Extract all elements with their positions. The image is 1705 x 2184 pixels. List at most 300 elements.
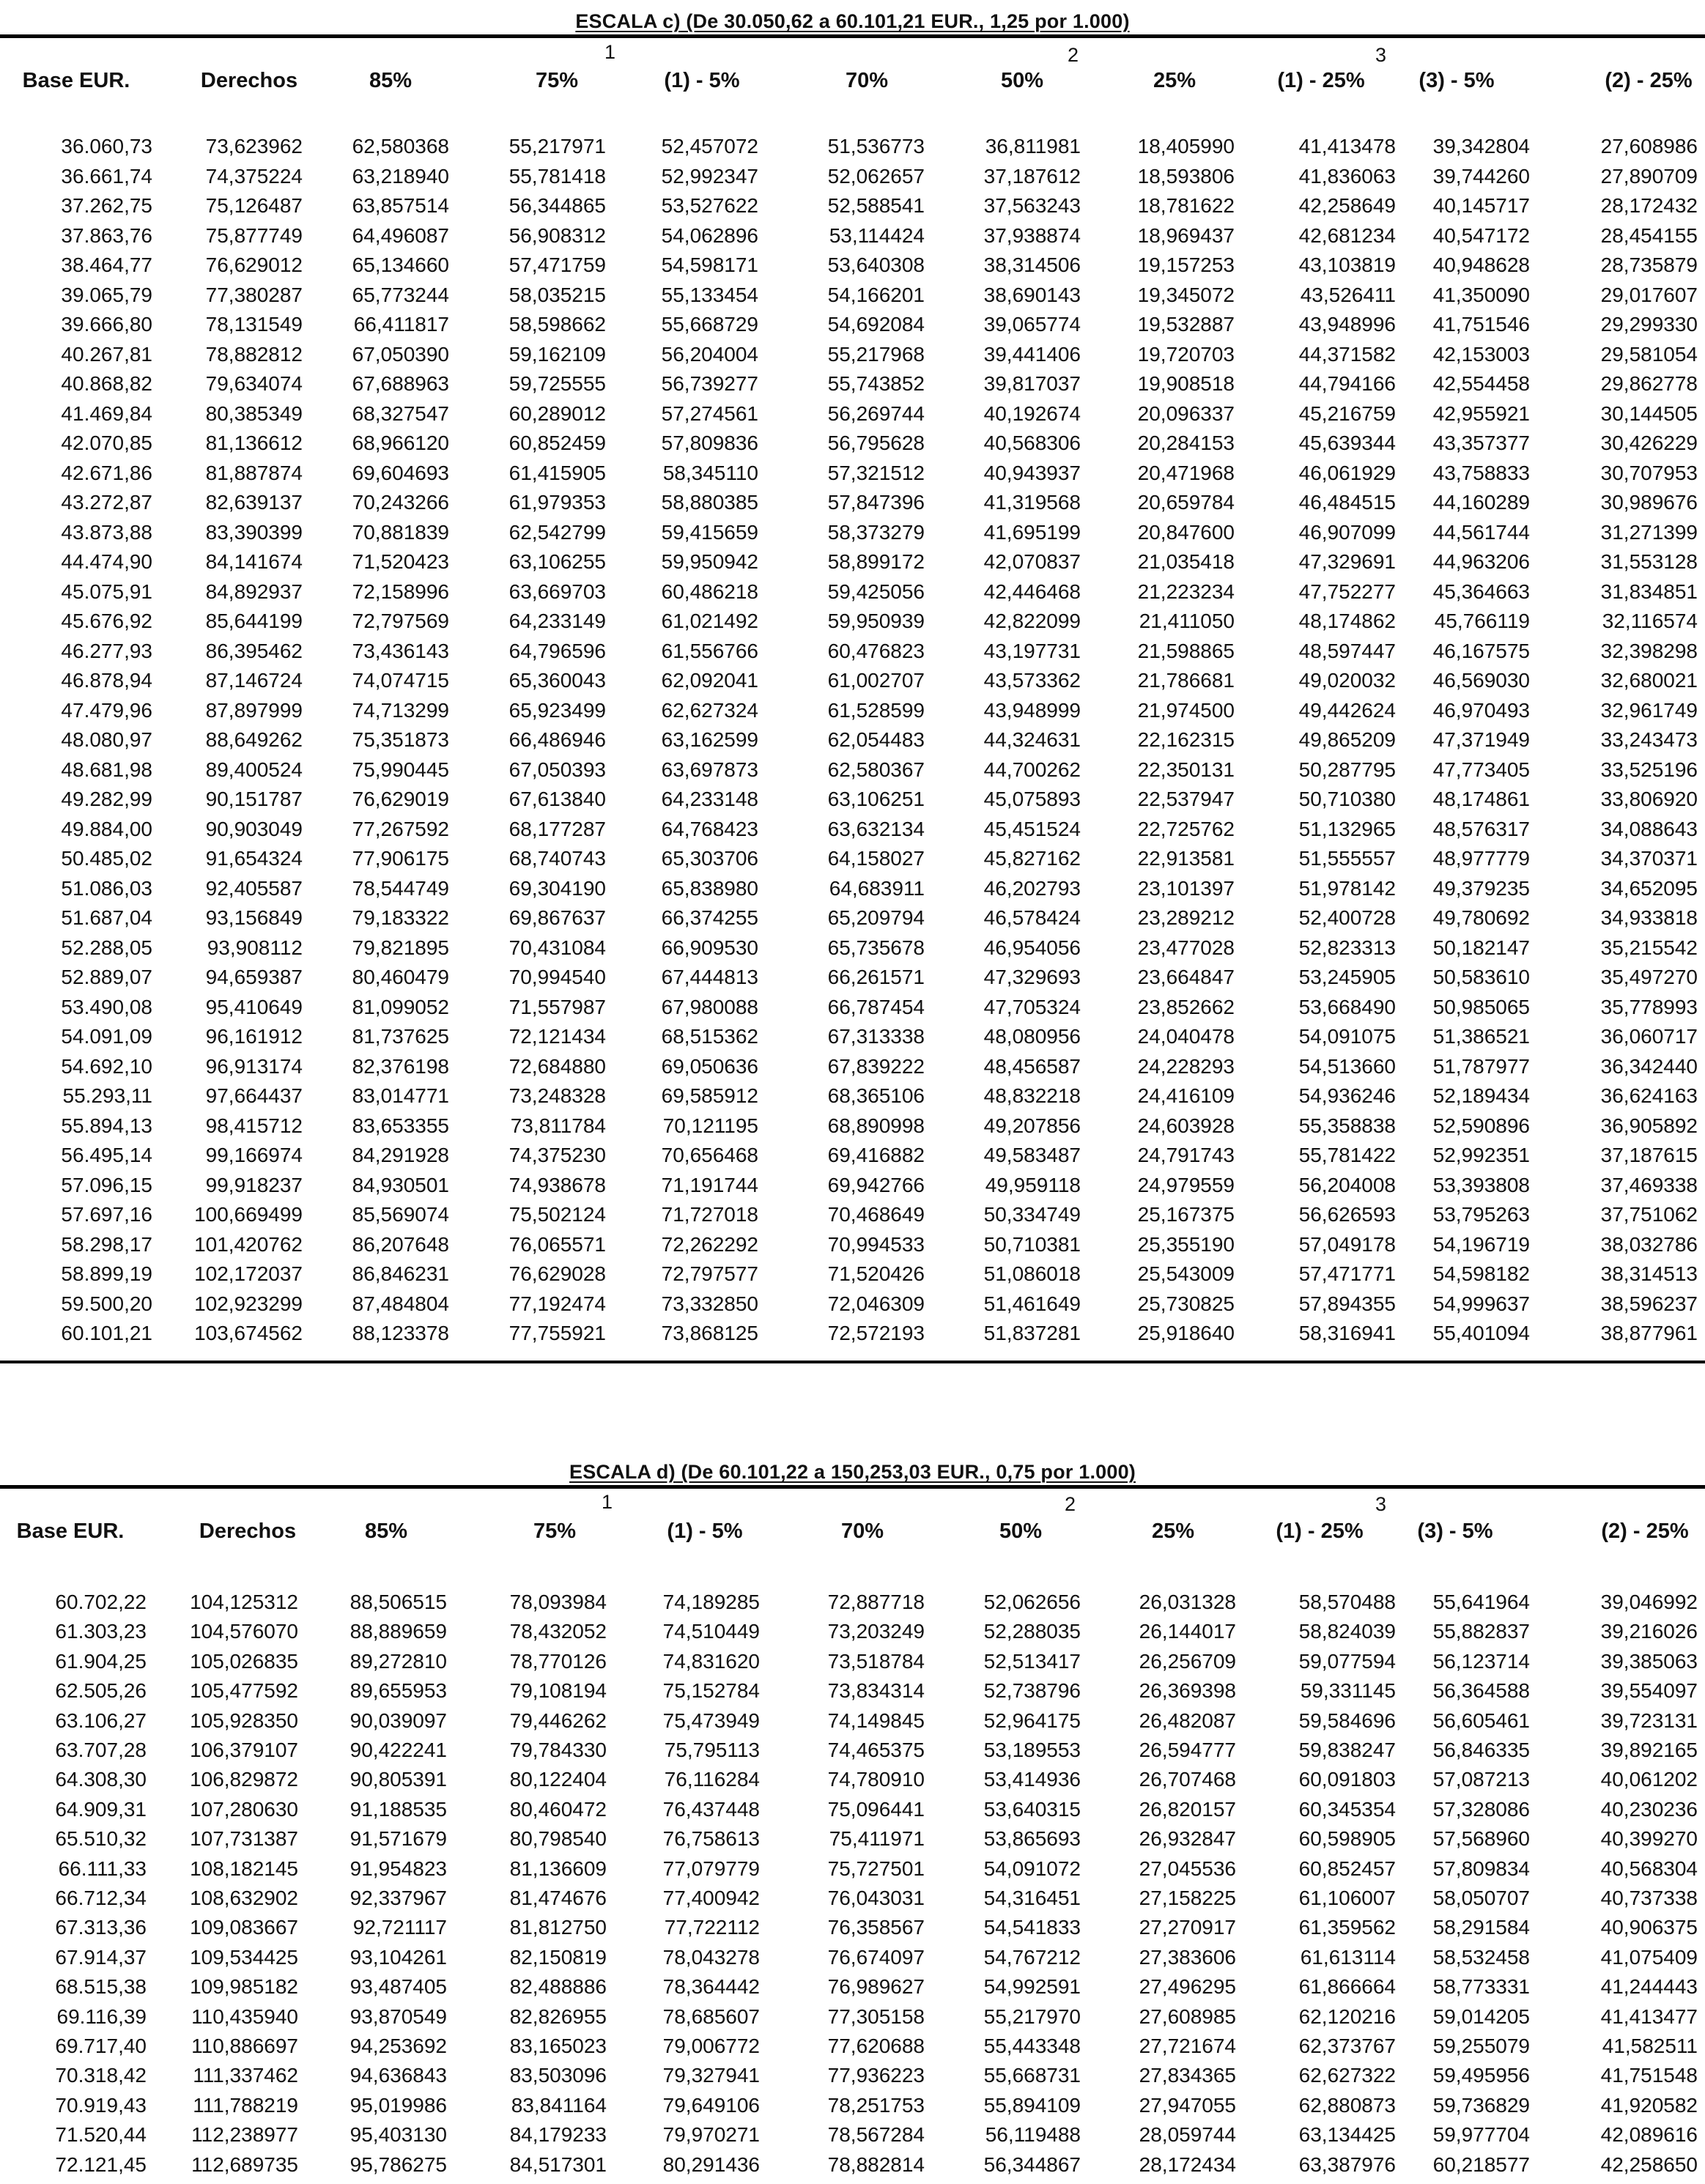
escala-d-header-pct-70: 70%: [840, 1519, 884, 1543]
cell-pct-85: 84,291928: [352, 1144, 449, 1166]
cell-base-eur: 47.479,96: [61, 698, 152, 722]
cell-pct-70: 55,743852: [827, 372, 925, 395]
cell-pct-25: 20,284153: [1137, 432, 1235, 454]
cell-base-eur: 57.096,15: [61, 1173, 152, 1196]
cell-pct-75: 68,177287: [508, 817, 606, 840]
table-row: [0, 1084, 1705, 1111]
cell-pct-50: 47,705324: [983, 995, 1081, 1018]
cell-one-minus-5: 70,121195: [662, 1114, 758, 1137]
cell-pct-75: 59,162109: [508, 342, 606, 366]
cell-pct-70: 66,261571: [827, 966, 925, 988]
table-row: [0, 402, 1705, 429]
cell-one-minus-25: 41,413478: [1298, 135, 1396, 158]
cell-pct-50: 44,324631: [983, 728, 1081, 751]
cell-pct-25: 19,908518: [1137, 372, 1235, 395]
table-row: [0, 432, 1705, 459]
cell-derechos: 103,674562: [194, 1322, 303, 1344]
cell-two-minus-25: 32,680021: [1600, 669, 1698, 692]
cell-pct-70: 54,166201: [827, 283, 925, 306]
cell-pct-75: 68,740743: [508, 847, 606, 870]
cell-pct-50: 52,513417: [983, 1649, 1081, 1673]
cell-one-minus-25: 60,345354: [1298, 1797, 1396, 1821]
cell-one-minus-5: 66,909530: [661, 936, 758, 959]
cell-derechos: 96,161912: [205, 1025, 303, 1048]
cell-three-minus-5: 42,153003: [1432, 342, 1530, 366]
cell-pct-25: 18,405990: [1137, 135, 1235, 158]
cell-pct-85: 67,688963: [352, 372, 449, 395]
cell-pct-25: 21,598865: [1137, 639, 1235, 662]
cell-pct-85: 68,966120: [352, 432, 449, 454]
cell-pct-25: 27,947055: [1139, 2093, 1236, 2117]
cell-pct-25: 22,537947: [1137, 788, 1235, 810]
cell-base-eur: 63.106,27: [55, 1709, 147, 1732]
table-row: [0, 1798, 1705, 1825]
cell-two-minus-25: 34,088643: [1600, 817, 1698, 840]
cell-pct-85: 88,889659: [349, 1620, 447, 1643]
cell-three-minus-5: 51,787977: [1432, 1054, 1530, 1078]
cell-pct-70: 53,640308: [827, 253, 925, 276]
cell-pct-50: 47,329693: [983, 966, 1081, 988]
cell-derechos: 107,731387: [190, 1827, 298, 1851]
cell-pct-70: 52,062657: [827, 164, 925, 188]
cell-pct-85: 77,906175: [352, 847, 449, 870]
cell-pct-85: 63,218940: [352, 164, 449, 188]
cell-pct-25: 21,974500: [1137, 698, 1235, 722]
cell-pct-25: 27,045536: [1139, 1857, 1236, 1880]
cell-one-minus-25: 56,626593: [1298, 1203, 1396, 1226]
cell-pct-85: 93,104261: [349, 1945, 447, 1969]
cell-pct-75: 58,035215: [508, 283, 606, 306]
cell-pct-75: 69,867637: [508, 906, 606, 929]
cell-derechos: 102,172037: [194, 1262, 303, 1285]
cell-three-minus-5: 49,780692: [1432, 906, 1530, 929]
cell-one-minus-5: 55,668729: [661, 313, 758, 336]
cell-pct-75: 84,517301: [509, 2152, 607, 2176]
cell-derechos: 81,887874: [205, 461, 303, 484]
table-row: [0, 462, 1705, 489]
cell-pct-85: 70,243266: [352, 491, 449, 514]
cell-three-minus-5: 59,736829: [1432, 2093, 1530, 2117]
cell-pct-85: 87,484804: [352, 1292, 449, 1315]
cell-pct-50: 55,894109: [983, 2093, 1081, 2117]
cell-derechos: 93,908112: [207, 936, 303, 959]
cell-one-minus-25: 51,555557: [1298, 847, 1396, 870]
cell-base-eur: 56.495,14: [61, 1144, 152, 1166]
cell-pct-25: 23,664847: [1137, 966, 1235, 988]
cell-pct-70: 64,158027: [827, 847, 925, 870]
table-row: [0, 1203, 1705, 1230]
cell-pct-85: 86,207648: [352, 1232, 449, 1256]
cell-pct-75: 78,770126: [509, 1649, 607, 1673]
cell-pct-75: 66,486946: [508, 728, 606, 751]
cell-one-minus-5: 59,415659: [661, 520, 758, 544]
cell-pct-25: 22,913581: [1137, 847, 1235, 870]
cell-two-minus-25: 28,454155: [1600, 223, 1698, 247]
cell-pct-85: 95,403130: [349, 2123, 447, 2147]
cell-one-minus-25: 59,584696: [1298, 1709, 1396, 1732]
cell-three-minus-5: 45,364663: [1432, 580, 1530, 603]
cell-pct-70: 53,114424: [829, 223, 925, 247]
cell-two-minus-25: 40,230236: [1600, 1797, 1698, 1821]
cell-two-minus-25: 41,244443: [1600, 1975, 1698, 1999]
cell-pct-70: 75,411971: [829, 1827, 925, 1851]
cell-one-minus-25: 60,852457: [1298, 1857, 1396, 1880]
cell-base-eur: 43.873,88: [61, 520, 152, 544]
cell-one-minus-25: 45,216759: [1298, 401, 1396, 425]
cell-one-minus-25: 43,526411: [1300, 283, 1396, 306]
cell-base-eur: 37.262,75: [61, 194, 152, 217]
cell-derechos: 100,669499: [194, 1203, 303, 1226]
cell-three-minus-5: 49,379235: [1432, 876, 1530, 900]
cell-one-minus-25: 57,049178: [1298, 1232, 1396, 1256]
cell-three-minus-5: 60,218577: [1432, 2152, 1530, 2176]
cell-three-minus-5: 53,393808: [1432, 1173, 1530, 1196]
cell-two-minus-25: 31,834851: [1600, 580, 1698, 603]
cell-base-eur: 63.707,28: [55, 1739, 147, 1761]
cell-one-minus-25: 51,132965: [1298, 817, 1396, 840]
cell-pct-75: 57,471759: [508, 253, 606, 276]
cell-derechos: 86,395462: [205, 639, 303, 662]
table-row: [0, 253, 1705, 281]
cell-two-minus-25: 40,399270: [1600, 1827, 1698, 1851]
table-row: [0, 580, 1705, 607]
cell-base-eur: 61.904,25: [55, 1649, 147, 1673]
table-row: [0, 2153, 1705, 2180]
cell-pct-70: 69,942766: [827, 1173, 925, 1196]
cell-derechos: 93,156849: [205, 906, 303, 929]
cell-pct-70: 70,468649: [827, 1203, 925, 1226]
cell-base-eur: 44.474,90: [61, 550, 152, 573]
table-row: [0, 788, 1705, 815]
cell-three-minus-5: 59,255079: [1432, 2035, 1530, 2057]
cell-one-minus-5: 76,437448: [662, 1797, 760, 1821]
cell-pct-50: 52,062656: [983, 1591, 1081, 1613]
cell-base-eur: 51.687,04: [61, 906, 152, 929]
cell-pct-25: 21,786681: [1137, 669, 1235, 692]
cell-three-minus-5: 43,758833: [1432, 461, 1530, 484]
escala-c-group-1: 1: [604, 41, 616, 63]
cell-pct-75: 67,050393: [508, 758, 606, 781]
cell-one-minus-5: 71,727018: [661, 1203, 758, 1226]
cell-one-minus-25: 52,823313: [1298, 936, 1396, 959]
cell-one-minus-5: 57,809836: [661, 432, 758, 454]
cell-three-minus-5: 39,744260: [1432, 164, 1530, 188]
table-row: [0, 1174, 1705, 1201]
table-row: [0, 1709, 1705, 1736]
cell-one-minus-25: 49,865209: [1298, 728, 1396, 751]
table-row: [0, 1055, 1705, 1082]
cell-pct-85: 69,604693: [352, 461, 449, 484]
cell-three-minus-5: 58,773331: [1432, 1975, 1530, 1999]
cell-one-minus-5: 71,191744: [661, 1173, 758, 1196]
escala-c-header-one-minus-5: (1) - 5%: [664, 69, 740, 92]
cell-pct-70: 52,588541: [827, 194, 925, 217]
cell-three-minus-5: 48,977779: [1432, 847, 1530, 870]
cell-base-eur: 36.060,73: [61, 135, 152, 158]
cell-one-minus-25: 48,597447: [1298, 639, 1396, 662]
cell-pct-25: 26,256709: [1139, 1649, 1236, 1673]
cell-one-minus-25: 58,570488: [1298, 1591, 1396, 1613]
cell-pct-50: 53,189553: [983, 1739, 1081, 1761]
cell-pct-50: 55,668731: [983, 2064, 1081, 2087]
cell-one-minus-5: 66,374255: [661, 906, 758, 929]
cell-pct-25: 21,411050: [1139, 610, 1235, 632]
cell-pct-75: 63,669703: [508, 580, 606, 603]
cell-derechos: 97,664437: [205, 1084, 303, 1107]
cell-pct-75: 60,289012: [508, 401, 606, 425]
cell-pct-25: 25,730825: [1137, 1292, 1235, 1315]
cell-pct-85: 91,571679: [349, 1827, 447, 1851]
table-row: [0, 1887, 1705, 1914]
escala-d-group-1: 1: [602, 1491, 613, 1513]
cell-pct-70: 76,043031: [827, 1887, 925, 1909]
cell-pct-50: 48,832218: [983, 1084, 1081, 1107]
cell-pct-25: 25,543009: [1137, 1262, 1235, 1285]
cell-pct-75: 64,233149: [508, 610, 606, 632]
cell-three-minus-5: 54,999637: [1432, 1292, 1530, 1315]
cell-one-minus-5: 76,116284: [664, 1768, 760, 1791]
cell-derechos: 106,379107: [190, 1739, 298, 1761]
cell-two-minus-25: 39,046992: [1600, 1591, 1698, 1613]
cell-base-eur: 64.308,30: [55, 1768, 147, 1791]
cell-pct-85: 66,411817: [353, 313, 449, 336]
cell-pct-50: 49,583487: [983, 1144, 1081, 1166]
cell-pct-85: 71,520423: [352, 550, 449, 573]
cell-one-minus-25: 63,134425: [1298, 2123, 1396, 2147]
cell-base-eur: 57.697,16: [61, 1203, 152, 1226]
cell-three-minus-5: 41,751546: [1432, 313, 1530, 336]
cell-base-eur: 39.065,79: [61, 283, 152, 306]
cell-derechos: 94,659387: [205, 966, 303, 988]
cell-base-eur: 38.464,77: [61, 253, 152, 276]
cell-pct-70: 72,887718: [827, 1591, 925, 1613]
cell-two-minus-25: 37,187615: [1600, 1144, 1698, 1166]
cell-pct-50: 37,187612: [983, 164, 1081, 188]
cell-three-minus-5: 58,050707: [1432, 1887, 1530, 1909]
cell-pct-25: 27,608985: [1139, 2005, 1236, 2028]
cell-three-minus-5: 42,554458: [1432, 372, 1530, 395]
escala-d-header-pct-75: 75%: [533, 1519, 577, 1543]
cell-three-minus-5: 40,547172: [1432, 223, 1530, 247]
escala-c-title: ESCALA c) (De 30.050,62 a 60.101,21 EUR., 1,25 por 1.000): [575, 10, 1130, 32]
cell-derechos: 84,141674: [205, 550, 303, 573]
cell-three-minus-5: 58,532458: [1432, 1945, 1530, 1969]
cell-pct-85: 80,460479: [352, 966, 449, 988]
cell-one-minus-5: 52,992347: [661, 164, 758, 188]
cell-derechos: 111,788219: [193, 2093, 298, 2117]
cell-derechos: 107,280630: [190, 1797, 298, 1821]
cell-one-minus-25: 44,794166: [1298, 372, 1396, 395]
cell-pct-25: 27,158225: [1139, 1887, 1236, 1909]
table-row: [0, 996, 1705, 1023]
cell-pct-50: 49,207856: [983, 1114, 1081, 1137]
table-row: [0, 2035, 1705, 2062]
table-row: [0, 966, 1705, 993]
cell-pct-70: 61,002707: [827, 669, 925, 692]
cell-pct-85: 92,337967: [349, 1887, 447, 1909]
table-row: [0, 1946, 1705, 1973]
cell-one-minus-25: 59,331145: [1300, 1679, 1396, 1703]
cell-three-minus-5: 45,766119: [1434, 610, 1530, 632]
cell-pct-25: 23,477028: [1137, 936, 1235, 959]
cell-one-minus-25: 53,245905: [1298, 966, 1396, 988]
cell-two-minus-25: 39,892165: [1600, 1739, 1698, 1761]
cell-derechos: 79,634074: [205, 372, 303, 395]
cell-pct-70: 67,313338: [827, 1025, 925, 1048]
cell-pct-75: 60,852459: [508, 432, 606, 454]
cell-two-minus-25: 42,258650: [1600, 2152, 1698, 2176]
cell-pct-25: 20,847600: [1137, 520, 1235, 544]
cell-base-eur: 55.293,11: [62, 1084, 152, 1107]
table-row: [0, 491, 1705, 518]
cell-pct-25: 19,345072: [1137, 283, 1235, 306]
cell-one-minus-25: 50,287795: [1298, 758, 1396, 781]
cell-one-minus-25: 42,681234: [1298, 223, 1396, 247]
cell-pct-75: 72,121434: [508, 1025, 606, 1048]
cell-base-eur: 58.298,17: [61, 1232, 152, 1256]
cell-pct-50: 45,075893: [983, 788, 1081, 810]
cell-base-eur: 37.863,76: [61, 223, 152, 247]
cell-pct-25: 27,834365: [1139, 2064, 1236, 2087]
cell-pct-50: 42,822099: [983, 610, 1081, 632]
cell-base-eur: 42.070,85: [61, 432, 152, 454]
cell-three-minus-5: 50,182147: [1432, 936, 1530, 959]
cell-pct-25: 22,162315: [1137, 728, 1235, 751]
cell-pct-85: 93,487405: [349, 1975, 447, 1999]
cell-pct-70: 74,465375: [827, 1739, 925, 1761]
table-row: [0, 847, 1705, 874]
cell-pct-85: 92,721117: [352, 1916, 447, 1939]
cell-base-eur: 48.681,98: [61, 758, 152, 781]
cell-three-minus-5: 52,992351: [1432, 1144, 1530, 1166]
cell-one-minus-25: 61,613114: [1300, 1945, 1396, 1969]
cell-derechos: 80,385349: [205, 401, 303, 425]
cell-one-minus-25: 49,442624: [1298, 698, 1396, 722]
cell-derechos: 81,136612: [205, 432, 303, 454]
cell-base-eur: 61.303,23: [55, 1620, 147, 1643]
cell-pct-75: 61,415905: [508, 461, 606, 484]
cell-pct-50: 46,578424: [983, 906, 1081, 929]
cell-derechos: 105,477592: [190, 1679, 298, 1703]
escala-d-group-3: 3: [1375, 1493, 1387, 1515]
escala-d-header-pct-25: 25%: [1151, 1519, 1195, 1543]
cell-pct-75: 83,503096: [509, 2064, 607, 2087]
cell-pct-85: 94,253692: [349, 2035, 447, 2057]
table-row: [0, 1739, 1705, 1766]
cell-one-minus-5: 65,303706: [661, 847, 758, 870]
cell-pct-50: 52,964175: [983, 1709, 1081, 1732]
cell-one-minus-5: 79,006772: [662, 2035, 760, 2057]
cell-pct-70: 73,518784: [827, 1649, 925, 1673]
cell-pct-50: 40,943937: [983, 461, 1081, 484]
cell-base-eur: 50.485,02: [61, 847, 152, 870]
cell-one-minus-25: 61,359562: [1298, 1916, 1396, 1939]
cell-pct-50: 52,288035: [983, 1620, 1081, 1643]
cell-derechos: 99,166974: [205, 1144, 303, 1166]
cell-pct-50: 50,334749: [983, 1203, 1081, 1226]
cell-pct-75: 61,979353: [508, 491, 606, 514]
cell-base-eur: 49.884,00: [61, 817, 152, 840]
cell-two-minus-25: 29,017607: [1600, 283, 1698, 306]
cell-pct-25: 21,035418: [1137, 550, 1235, 573]
cell-base-eur: 70.318,42: [55, 2064, 147, 2087]
cell-pct-25: 26,031328: [1139, 1591, 1236, 1613]
table-row: [0, 877, 1705, 904]
cell-three-minus-5: 56,846335: [1432, 1739, 1530, 1761]
table-row: [0, 906, 1705, 933]
cell-three-minus-5: 47,773405: [1432, 758, 1530, 781]
cell-pct-85: 67,050390: [352, 342, 449, 366]
cell-pct-70: 63,106251: [827, 788, 925, 810]
cell-base-eur: 54.692,10: [61, 1054, 152, 1078]
cell-one-minus-25: 50,710380: [1298, 788, 1396, 810]
cell-derechos: 110,886697: [191, 2035, 298, 2057]
cell-one-minus-5: 65,838980: [661, 876, 758, 900]
cell-derechos: 108,182145: [190, 1857, 298, 1880]
cell-pct-85: 83,014771: [352, 1084, 449, 1107]
cell-two-minus-25: 32,116574: [1602, 610, 1698, 632]
cell-pct-25: 24,040478: [1137, 1025, 1235, 1048]
cell-base-eur: 70.919,43: [55, 2093, 147, 2117]
cell-pct-85: 63,857514: [352, 194, 449, 217]
table-row: [0, 2005, 1705, 2032]
cell-pct-75: 70,431084: [508, 936, 606, 959]
cell-base-eur: 53.490,08: [61, 995, 152, 1018]
cell-pct-50: 46,954056: [983, 936, 1081, 959]
cell-derechos: 98,415712: [205, 1114, 303, 1137]
cell-pct-50: 38,314506: [983, 253, 1081, 276]
cell-one-minus-5: 52,457072: [661, 135, 758, 158]
escala-d-group-2: 2: [1065, 1493, 1076, 1515]
cell-two-minus-25: 31,553128: [1600, 550, 1698, 573]
cell-pct-25: 26,820157: [1139, 1797, 1236, 1821]
cell-pct-50: 45,827162: [983, 847, 1081, 870]
cell-derechos: 109,985182: [190, 1975, 298, 1999]
cell-derechos: 106,829872: [190, 1768, 298, 1791]
cell-two-minus-25: 38,032786: [1600, 1232, 1698, 1256]
cell-pct-70: 68,365106: [827, 1084, 925, 1107]
table-row: [0, 1114, 1705, 1141]
table-row: [0, 1827, 1705, 1854]
cell-one-minus-5: 80,291436: [662, 2152, 760, 2176]
cell-two-minus-25: 27,608986: [1600, 135, 1698, 158]
cell-pct-85: 89,272810: [349, 1649, 447, 1673]
cell-pct-50: 39,441406: [983, 342, 1081, 366]
cell-pct-50: 54,316451: [983, 1887, 1081, 1909]
cell-pct-75: 80,122404: [509, 1768, 607, 1791]
cell-pct-70: 58,373279: [827, 520, 925, 544]
cell-pct-85: 75,351873: [352, 728, 449, 751]
cell-pct-85: 91,188535: [349, 1797, 447, 1821]
cell-pct-75: 56,344865: [508, 194, 606, 217]
cell-pct-25: 22,350131: [1137, 758, 1235, 781]
cell-pct-85: 94,636843: [349, 2064, 447, 2087]
table-row: [0, 194, 1705, 221]
table-row: [0, 1591, 1705, 1618]
cell-one-minus-25: 57,471771: [1298, 1262, 1396, 1285]
cell-pct-50: 50,710381: [983, 1232, 1081, 1256]
cell-derechos: 92,405587: [205, 876, 303, 900]
cell-pct-50: 51,837281: [983, 1322, 1081, 1344]
table-row: [0, 1975, 1705, 2002]
cell-pct-70: 65,735678: [827, 936, 925, 959]
cell-pct-25: 25,167375: [1137, 1203, 1235, 1226]
cell-pct-85: 88,506515: [349, 1591, 447, 1613]
cell-pct-75: 62,542799: [508, 520, 606, 544]
cell-pct-70: 74,149845: [827, 1709, 925, 1732]
cell-one-minus-25: 54,936246: [1298, 1084, 1396, 1107]
cell-pct-50: 39,817037: [983, 372, 1081, 395]
